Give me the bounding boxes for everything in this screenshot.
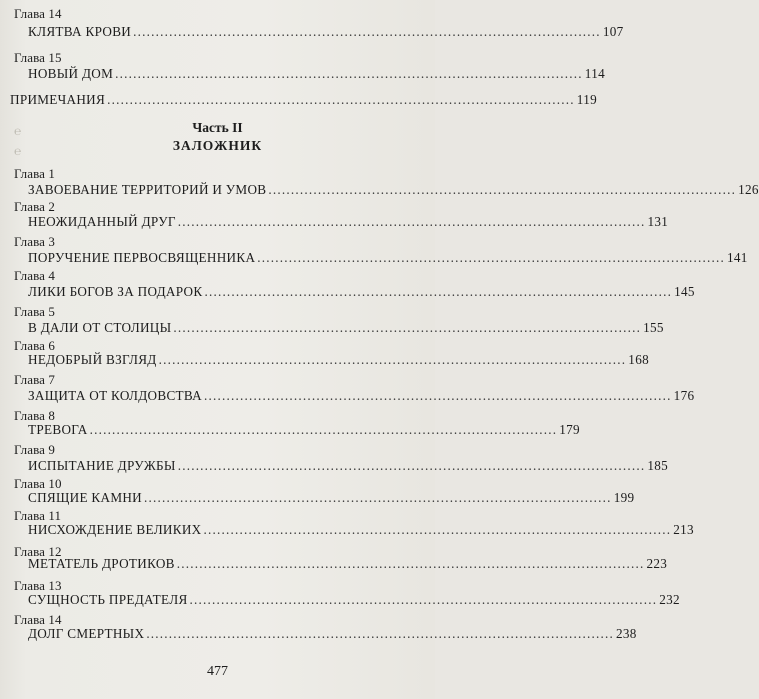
chapter-label: Глава 9	[14, 442, 55, 457]
entry-page: 232	[659, 592, 680, 607]
entry-title: ЗАЩИТА ОТ КОЛДОВСТВА	[28, 388, 202, 403]
entry-title: НЕДОБРЫЙ ВЗГЛЯД	[28, 352, 157, 367]
bleed-mark: ℮	[14, 144, 22, 158]
dot-leader: ........................................................................................................	[257, 250, 725, 265]
dot-leader: ........................................................................................................	[115, 66, 583, 81]
toc-entry[interactable]	[28, 556, 668, 572]
toc-entry-notes[interactable]	[10, 92, 597, 108]
dot-leader: ........................................................................................................	[89, 422, 558, 437]
toc-entry[interactable]	[28, 522, 694, 538]
entry-page: 199	[613, 490, 635, 505]
dot-leader: ........................................................................................................	[146, 626, 614, 641]
toc-entry[interactable]	[28, 214, 669, 230]
entry-title: В ДАЛИ ОТ СТОЛИЦЫ	[28, 320, 172, 335]
chapter-label: Глава 6	[14, 338, 55, 353]
toc-entry[interactable]	[28, 458, 669, 474]
dot-leader: ........................................................................................................	[144, 490, 612, 505]
entry-page: 176	[673, 388, 695, 403]
toc-entry[interactable]	[28, 422, 580, 438]
part-label: Часть II	[192, 120, 243, 135]
entry-title: ЛИКИ БОГОВ ЗА ПОДАРОК	[28, 284, 203, 299]
toc-entry[interactable]	[28, 626, 637, 642]
entry-title: ПРИМЕЧАНИЯ	[10, 92, 106, 107]
entry-page: 131	[647, 214, 669, 229]
chapter-label: Глава 1	[14, 166, 55, 181]
entry-title: ДОЛГ СМЕРТНЫХ	[28, 626, 145, 641]
dot-leader: ........................................................................................................	[158, 352, 627, 367]
chapter-label: Глава 3	[14, 234, 55, 249]
chapter-label: Глава 5	[14, 304, 55, 319]
entry-page: 168	[628, 352, 649, 367]
entry-title: КЛЯТВА КРОВИ	[28, 24, 132, 39]
entry-title: ЗАВОЕВАНИЕ ТЕРРИТОРИЙ И УМОВ	[28, 182, 267, 197]
entry-page: 145	[674, 284, 695, 299]
part-title: ЗАЛОЖНИК	[172, 138, 263, 153]
entry-page: 223	[646, 556, 668, 571]
dot-leader: ........................................................................................................	[268, 182, 737, 197]
entry-title: ИСПЫТАНИЕ ДРУЖБЫ	[28, 458, 176, 473]
chapter-label: Глава 11	[14, 508, 62, 523]
chapter-label: Глава 4	[14, 268, 55, 283]
dot-leader: ........................................................................................................	[173, 320, 642, 335]
entry-page: 213	[673, 522, 694, 537]
dot-leader: ........................................................................................................	[177, 458, 646, 473]
toc-entry[interactable]	[28, 24, 624, 40]
toc-entry[interactable]	[28, 182, 759, 198]
bleed-mark: ℮	[14, 124, 22, 138]
entry-title: НОВЫЙ ДОМ	[28, 66, 114, 81]
entry-title: НИСХОЖДЕНИЕ ВЕЛИКИХ	[28, 522, 202, 537]
dot-leader: ........................................................................................................	[204, 284, 673, 299]
toc-entry[interactable]	[28, 388, 695, 404]
chapter-label: Глава 12	[14, 544, 62, 559]
entry-page: 238	[616, 626, 637, 641]
chapter-label: Глава 8	[14, 408, 55, 423]
entry-page: 141	[726, 250, 748, 265]
chapter-label: Глава 7	[14, 372, 55, 387]
entry-page: 114	[584, 66, 605, 81]
dot-leader: ........................................................................................................	[133, 24, 601, 39]
entry-title: МЕТАТЕЛЬ ДРОТИКОВ	[28, 556, 175, 571]
toc-entry[interactable]	[28, 66, 605, 82]
dot-leader: ........................................................................................................	[203, 522, 672, 537]
toc-entry[interactable]	[28, 352, 649, 368]
dot-leader: ........................................................................................................	[107, 92, 575, 107]
toc-entry[interactable]	[28, 284, 695, 300]
chapter-label: Глава 10	[14, 476, 62, 491]
dot-leader: ........................................................................................................	[176, 556, 645, 571]
toc-entry[interactable]	[28, 320, 664, 336]
entry-page: 107	[602, 24, 624, 39]
entry-page: 155	[643, 320, 664, 335]
entry-title: ПОРУЧЕНИЕ ПЕРВОСВЯЩЕННИКА	[28, 250, 256, 265]
page-number: 477	[207, 664, 228, 679]
entry-title: СПЯЩИЕ КАМНИ	[28, 490, 142, 505]
dot-leader: ........................................................................................................	[177, 214, 646, 229]
entry-page: 185	[647, 458, 669, 473]
entry-page: 179	[559, 422, 580, 437]
toc-entry[interactable]	[28, 592, 680, 608]
chapter-label: Глава 15	[14, 50, 62, 65]
toc-entry[interactable]	[28, 490, 635, 506]
entry-title: СУЩНОСТЬ ПРЕДАТЕЛЯ	[28, 592, 188, 607]
chapter-label: Глава 2	[14, 199, 55, 214]
dot-leader: ........................................................................................................	[203, 388, 672, 403]
entry-title: ТРЕВОГА	[28, 422, 88, 437]
chapter-label: Глава 14	[14, 6, 62, 21]
entry-title: НЕОЖИДАННЫЙ ДРУГ	[28, 214, 176, 229]
chapter-label: Глава 14	[14, 612, 62, 627]
chapter-label: Глава 13	[14, 578, 62, 593]
entry-page: 119	[576, 92, 597, 107]
dot-leader: ........................................................................................................	[189, 592, 658, 607]
toc-entry[interactable]	[28, 250, 748, 266]
entry-page: 126	[738, 182, 759, 197]
